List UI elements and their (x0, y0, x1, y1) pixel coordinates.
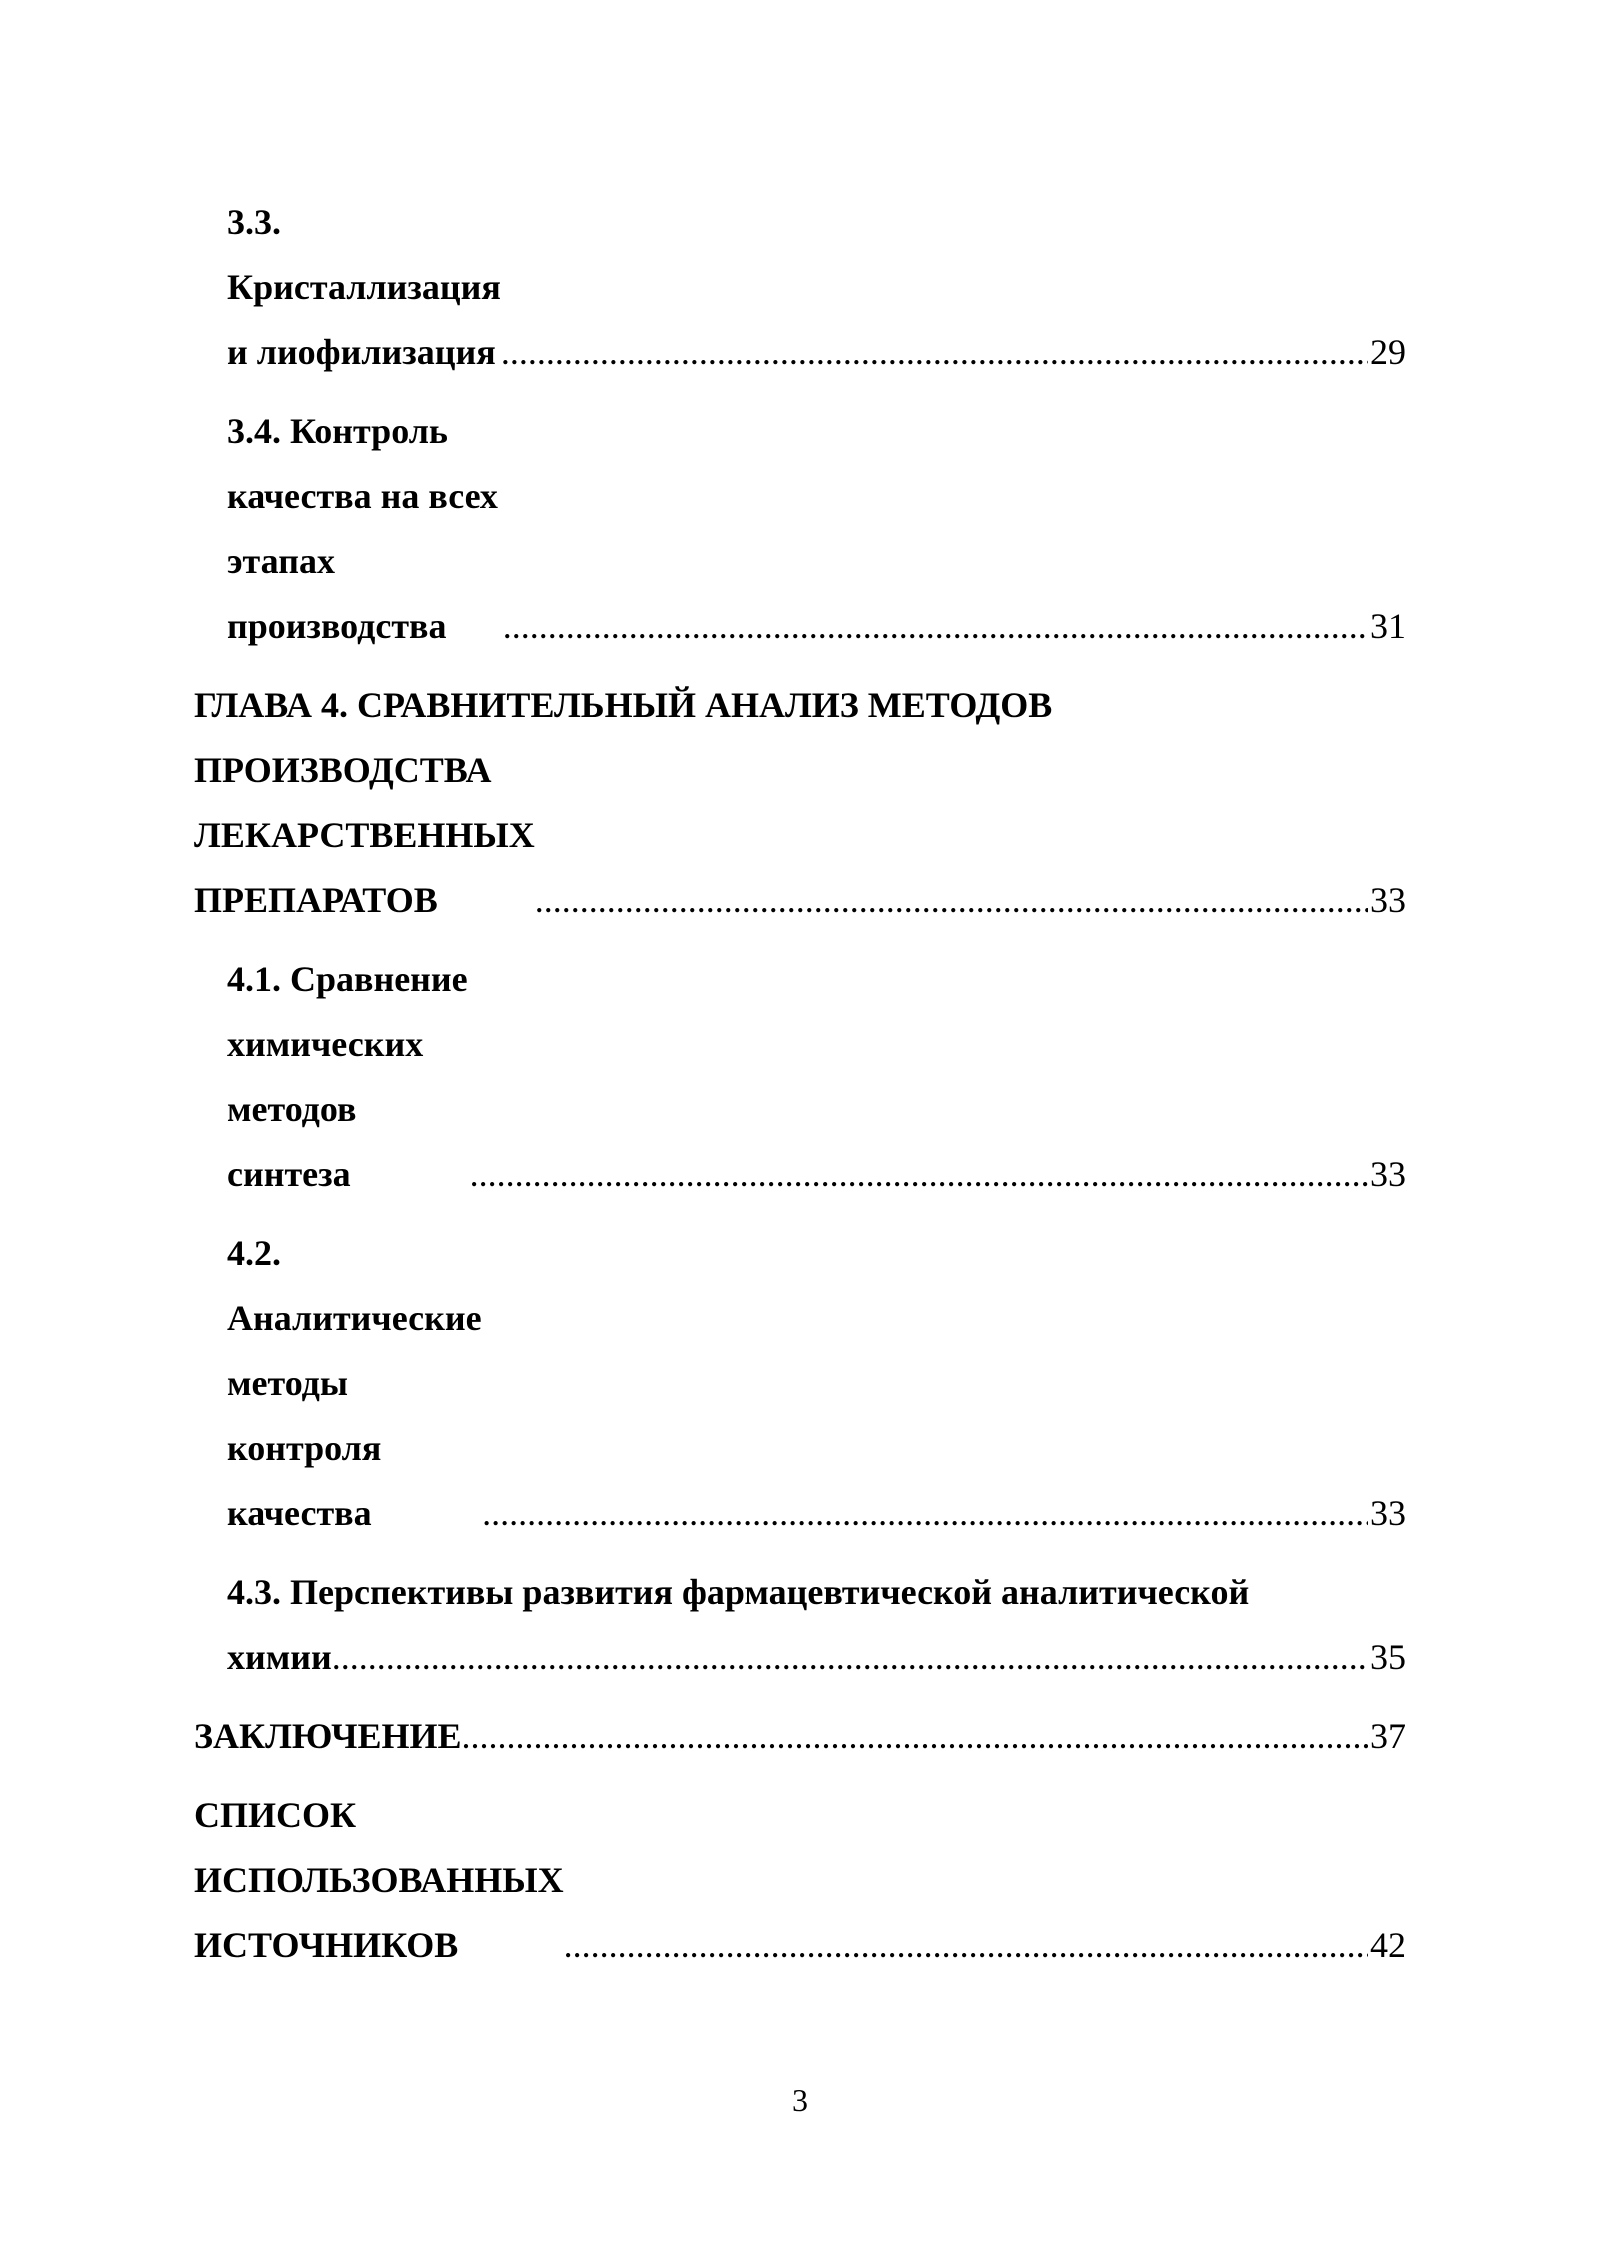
toc-leader-dots (564, 1913, 1368, 1978)
toc-entry-title: ЗАКЛЮЧЕНИЕ (194, 1716, 462, 1756)
toc-entry-title-line2: химии (227, 1637, 332, 1677)
toc-entry-title: 4.1. Сравнение химических методов синтеза (227, 959, 468, 1194)
toc-entry-title: 4.2. Аналитические методы контроля качества (227, 1233, 482, 1533)
toc-entry-3-3[interactable] (194, 190, 1406, 385)
toc-leader-dots (501, 320, 1368, 385)
toc-entry-title: 3.3. Кристаллизация и лиофилизация (227, 202, 501, 372)
toc-entry-title: СПИСОК ИСПОЛЬЗОВАННЫХ ИСТОЧНИКОВ (194, 1795, 564, 1965)
toc-entry-conclusion[interactable] (194, 1704, 1406, 1769)
table-of-contents (194, 190, 1406, 1992)
toc-entry-page: 35 (1370, 1637, 1406, 1677)
toc-leader-dots (482, 1481, 1368, 1546)
toc-entry-chapter-4[interactable] (194, 673, 1406, 933)
toc-entry-page: 33 (1370, 1154, 1406, 1194)
toc-leader-dots (470, 1142, 1368, 1207)
toc-entry-3-4[interactable] (194, 399, 1406, 659)
toc-entry-4-3[interactable] (194, 1560, 1406, 1690)
toc-entry-page: 37 (1370, 1716, 1406, 1756)
toc-entry-page: 33 (1370, 1493, 1406, 1533)
toc-entry-4-1[interactable] (194, 947, 1406, 1207)
toc-leader-dots (332, 1625, 1368, 1690)
toc-entry-page: 42 (1370, 1925, 1406, 1965)
toc-leader-dots (503, 594, 1368, 659)
toc-entry-page: 29 (1370, 332, 1406, 372)
toc-leader-dots (462, 1704, 1368, 1769)
toc-entry-title-line1: 4.3. Перспективы развития фармацевтической аналитической (227, 1572, 1250, 1612)
toc-entry-page: 31 (1370, 606, 1406, 646)
toc-leader-dots (535, 868, 1368, 933)
page-number: 3 (792, 2082, 808, 2118)
toc-entry-references[interactable] (194, 1783, 1406, 1978)
toc-entry-title-line2: ПРОИЗВОДСТВА ЛЕКАРСТВЕННЫХ ПРЕПАРАТОВ (194, 750, 535, 920)
toc-entry-4-2[interactable] (194, 1221, 1406, 1546)
toc-entry-page: 33 (1370, 880, 1406, 920)
toc-entry-title-line1: ГЛАВА 4. СРАВНИТЕЛЬНЫЙ АНАЛИЗ МЕТОДОВ (194, 685, 1053, 725)
toc-entry-title: 3.4. Контроль качества на всех этапах производства (227, 411, 498, 646)
